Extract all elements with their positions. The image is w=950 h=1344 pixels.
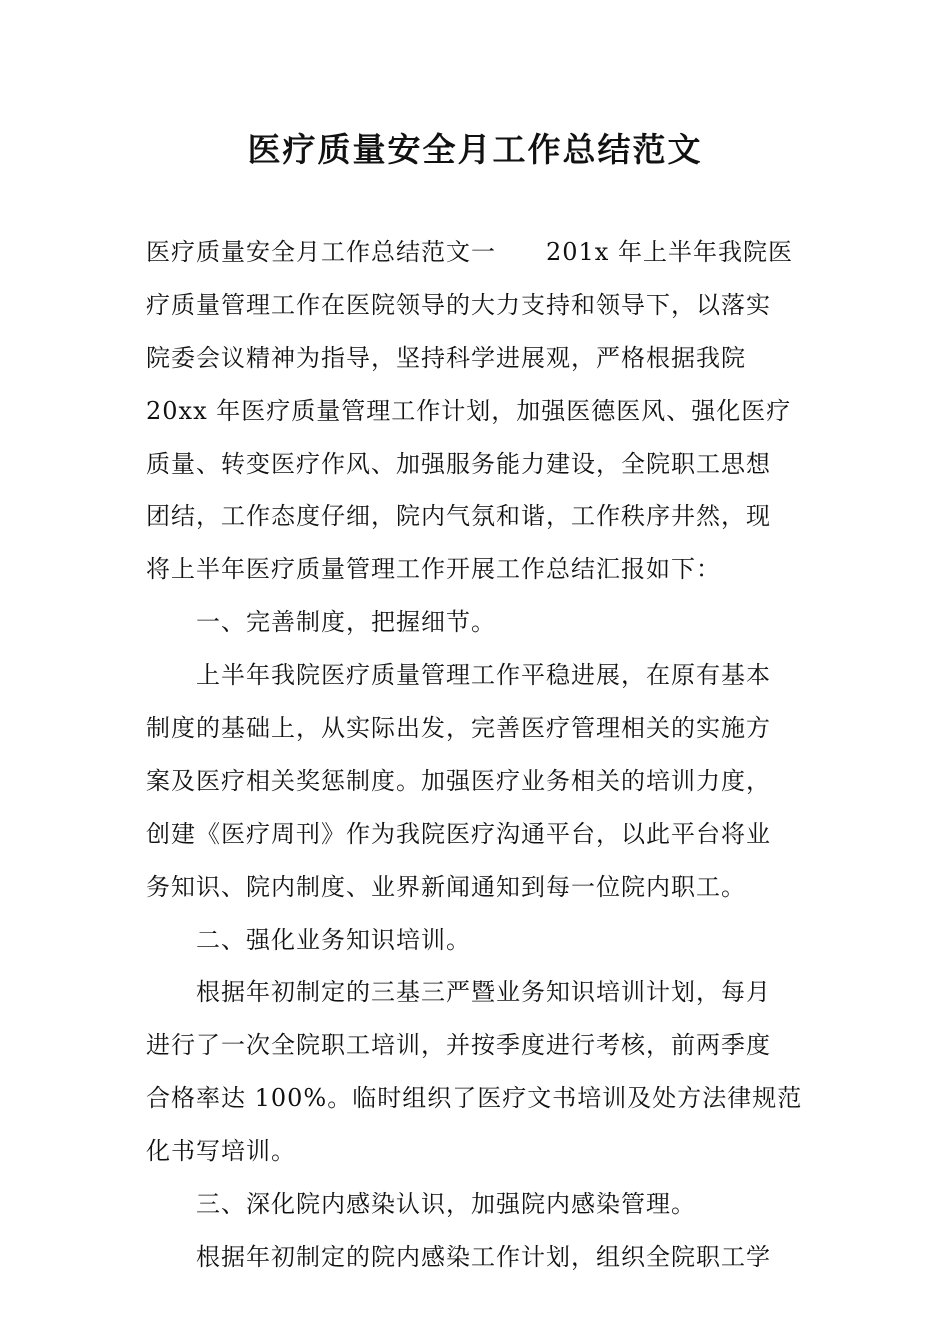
- text-line: 疗质量管理工作在医院领导的大力支持和领导下，以落实: [146, 290, 771, 319]
- text-line: 务知识、院内制度、业界新闻通知到每一位院内职工。: [146, 872, 746, 901]
- text-line: 合格率达 100%。临时组织了医疗文书培训及处方法律规范: [146, 1084, 803, 1113]
- text-line: 团结，工作态度仔细，院内气氛和谐，工作秩序井然，现: [146, 502, 771, 531]
- text-line: 医疗质量安全月工作总结范文一 201x 年上半年我院医: [146, 238, 793, 266]
- text-line: 根据年初制定的三基三严暨业务知识培训计划，每月: [196, 978, 771, 1007]
- document-title: 医疗质量安全月工作总结范文: [247, 130, 703, 169]
- text-line: 案及医疗相关奖惩制度。加强医疗业务相关的培训力度，: [146, 766, 771, 795]
- text-line: 制度的基础上，从实际出发，完善医疗管理相关的实施方: [146, 714, 771, 743]
- text-line: 上半年我院医疗质量管理工作平稳进展，在原有基本: [196, 661, 771, 690]
- text-line: 根据年初制定的院内感染工作计划，组织全院职工学: [196, 1242, 771, 1271]
- text-line: 一、完善制度，把握细节。: [196, 608, 496, 637]
- text-line: 院委会议精神为指导，坚持科学进展观，严格根据我院: [146, 343, 746, 372]
- document-body: [146, 226, 810, 1284]
- text-line: 二、强化业务知识培训。: [196, 925, 471, 954]
- text-line: 三、深化院内感染认识，加强院内感染管理。: [196, 1190, 696, 1219]
- text-line: 创建《医疗周刊》作为我院医疗沟通平台，以此平台将业: [146, 819, 771, 848]
- text-line: 将上半年医疗质量管理工作开展工作总结汇报如下：: [146, 555, 721, 584]
- text-line: 质量、转变医疗作风、加强服务能力建设，全院职工思想: [146, 449, 771, 478]
- text-line: 化书写培训。: [146, 1137, 296, 1166]
- text-line: 20xx 年医疗质量管理工作计划，加强医德医风、强化医疗: [146, 396, 792, 425]
- text-line: 进行了一次全院职工培训，并按季度进行考核，前两季度: [146, 1031, 771, 1060]
